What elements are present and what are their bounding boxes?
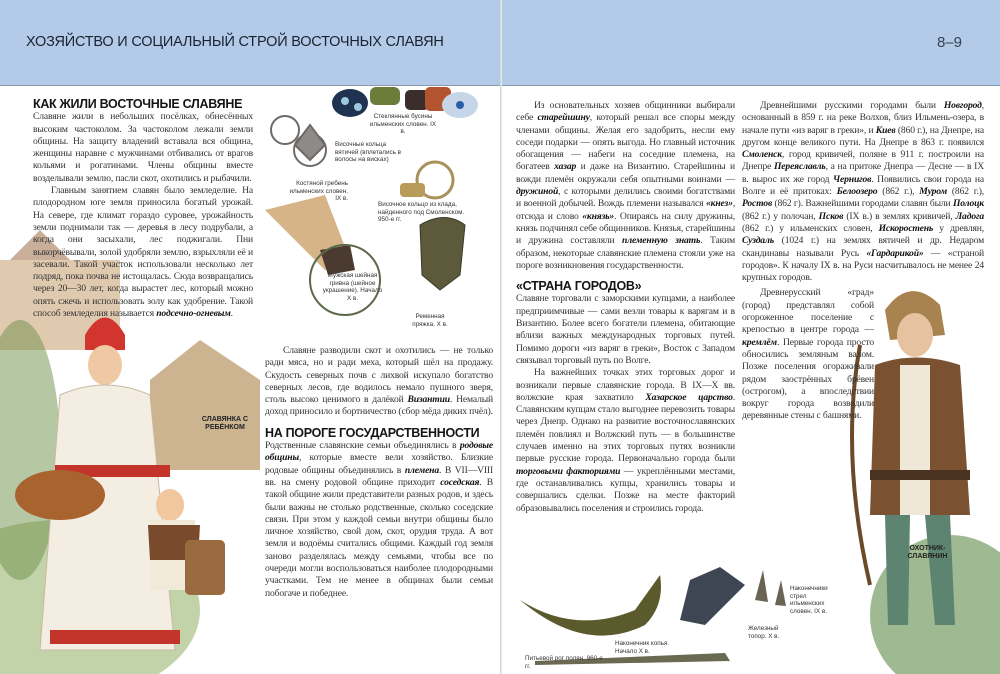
text-run: Славяне разводили скот и охотились — не только ради мяса, но и ради меха, который шёл на продажу. Скудость северных почв с лихвой искупало богатство северных лесов, где водилось немало пушного зверя, столь высоко ценимого в далёкой [265, 345, 493, 406]
text-run: . [230, 308, 233, 320]
key-term: родовые общины [265, 440, 493, 464]
hunter-caption: ОХОТНИК-СЛАВЯНИН [907, 545, 948, 560]
key-term: торговыми факториями [516, 465, 621, 477]
paragraph [742, 100, 984, 284]
right-column-1 [516, 100, 735, 515]
text-run: и даже на Византию. Старейшины и вожди племён окружали себя опытными воинами — [516, 161, 735, 185]
key-term: дружиной [516, 186, 559, 198]
text-run: . Таким образом, некоторые славянские племена стояли уже на пороге возникновения государственности. [516, 235, 735, 271]
left-column-2 [265, 345, 493, 600]
text-run: . В такой общине жили представители разных родов, и здесь были важны не столько родственные, сколько соседские связи. При этом у каждой семьи внутри общины было личное хозяйство, свой дом, скот, орудия труда. А вот земля и водоёмы считались общими. Каждый год земля заново разделялась между семьями, чтобы все по очереди могли воспользоваться наиболее плодородными участками. Тем не менее в общинах были семьи побогаче и победнее. [265, 476, 494, 599]
bread-loaf [15, 470, 105, 520]
key-term: «кнез» [705, 198, 733, 210]
temple-rings [271, 116, 326, 166]
paragraph [33, 185, 253, 320]
text-run: . Славянским купцам стало выгоднее перевозить товары через Днепр. Однако на развитие восточнославянских племён повлиял и Волжский путь — в большинстве случаев именно на этих торговых путях возникли первые русские города. Первоначально города были [516, 391, 735, 465]
key-term: Суздаль [742, 235, 774, 247]
belt-buckle [420, 218, 465, 291]
paragraph [33, 111, 253, 185]
key-term: Ладога [955, 210, 984, 222]
key-term: Псков [818, 210, 844, 222]
paragraph [742, 287, 874, 422]
text-run: , с которыми делились своими богатствами и военной добычей. Вождь племени назывался [516, 186, 735, 210]
text-run: Славяне торговали с заморскими купцами, а наиболее предприимчивые — сами везли товары к варягам и в Византию. Более всего богатели племена, обитающие вблизи важных международных торговых путей. Помимо дороги «из варяг в греки», Восток с Западом связывал торговый путь по Волге. [516, 293, 735, 366]
woman-caption: СЛАВЯНКА С РЕБЁНКОМ [201, 416, 249, 431]
key-term: «князь» [582, 210, 615, 222]
text-run: , город кривичей, поляне в 911 г. построили на Днепре [742, 149, 984, 173]
text-run: , который решал все споры между членами общины. Желая его задобрить, несли ему соседи подарки — опять выгода. Но главный источник обогащения — набеги на соседние племена, на богатеев [516, 112, 736, 173]
beads-caption: Стеклянные бусины ильменских словен. IX в. [369, 113, 437, 135]
temple-ring-gold [400, 162, 453, 198]
left-column-1 [33, 98, 253, 320]
key-term: кремлём [742, 336, 777, 348]
text-run: (IX в.) в землях кривичей, [843, 210, 956, 222]
iron-axe [680, 567, 745, 625]
axe-caption: Железный топор. X в. [748, 625, 780, 640]
paragraph [265, 440, 493, 600]
key-term: старейшину [537, 112, 590, 124]
key-term: Переяславль [774, 161, 826, 173]
heading-statehood: НА ПОРОГЕ ГОСУДАРСТВЕННОСТИ [265, 425, 480, 440]
hut [150, 340, 260, 470]
text-run: у древлян, [933, 222, 984, 234]
text-run: (860 г.), на Днепре, на другом конце великого пути. На Днепре в 863 г. появился [742, 124, 984, 148]
paragraph [516, 367, 735, 515]
key-term: Киев [875, 124, 896, 136]
text-run: (862 г.), [947, 186, 984, 198]
right-column-2 [742, 100, 984, 423]
text-run: (862 г.) у ильменских словен, [742, 222, 879, 234]
key-term: Белоозеро [836, 186, 878, 198]
text-run: Древнерусский «град» (город) представлял собой огороженное поселение с крепостью в центре города — [742, 287, 874, 336]
text-run: — укреплёнными местами, где останавливались купцы, хранились товары и совершались сделки. Позже на месте факторий образовывались поселения и строились города. [516, 465, 735, 514]
text-run: (862 г.), [877, 186, 920, 198]
arrows-caption: Наконечники стрел ильменских словен. IX в. [790, 585, 828, 615]
text-run: (862 г.) у полочан, [742, 210, 819, 222]
spear-caption: Наконечник копья. Начало X в. [615, 640, 670, 655]
key-term: соседская [440, 476, 480, 488]
text-run: Славяне жили в небольших посёлках, обнесённых высоким частоколом. За частоколом лежали земли общины. На защиту владений вставала вся община, женщины наравне с мужчинами отбивались от врагов кольями и рогатинами. Члены общины вместе возделывали землю, пасли скот, охотились и рыбачили. [33, 111, 253, 184]
key-term: подсечно-огневым [156, 308, 231, 320]
key-term: хазар [554, 161, 577, 173]
text-run: Древнейшими русскими городами были [760, 100, 944, 111]
key-term: Чернигов [832, 173, 872, 185]
arrowheads [755, 570, 786, 606]
key-term: Ростов [742, 198, 773, 210]
rings-caption: Височные кольца вятичей (вплетались в волосы на висках) [335, 141, 401, 163]
key-term: племена [404, 464, 440, 476]
text-run: , отсюда и слово [516, 198, 735, 222]
key-term: Византии [407, 394, 450, 406]
page-numbers: 8–9 [936, 34, 962, 51]
heading-country-of-towns: «СТРАНА ГОРОДОВ» [516, 279, 642, 294]
text-run: . Опираясь на силу дружины, князь подчинял себе общинников. Князья, старейшины и дружина составляли [516, 210, 735, 247]
text-run: На важнейших точках этих торговых дорог и возникали первые славянские города. В IX—X вв. волжские края захватило [516, 367, 735, 403]
text-run: . Первые города просто обносились земляным валом. Позже поселения огораживали рядом заострённых брёвен (острогом), а впоследствии вокруг города возводили деревянные стены с башнями. [742, 336, 874, 422]
key-term: Смоленск [742, 149, 782, 161]
key-term: племенную знать [622, 235, 701, 247]
key-term: Искоростень [878, 222, 934, 234]
text-run: Из основательных хозяев общинники выбирали себе [516, 100, 735, 124]
paragraph [516, 293, 735, 367]
key-term: Полоцк [952, 198, 984, 210]
paragraph [516, 100, 735, 272]
key-term: Хазарское царство [645, 391, 733, 403]
key-term: Муром [919, 186, 948, 198]
text-run: , а на притоке Днепра — Десне — в IX в. вырос их же город [742, 161, 984, 185]
buckle-caption: Ременная пряжка. X в. [412, 313, 448, 328]
text-run: . Появились свои города на Волге и её притоках: [742, 173, 984, 198]
text-run: , которые вместе вели хозяйство. Близкие родовые общины объединялись в [265, 452, 493, 476]
bucket [185, 540, 225, 595]
book-spine [500, 0, 502, 674]
comb [265, 195, 355, 275]
comb-caption: Костяной гребень ильменских словен. IX в. [289, 180, 348, 202]
heading-how-lived: КАК ЖИЛИ ВОСТОЧНЫЕ СЛАВЯНЕ [33, 97, 243, 111]
text-run: — «страной городов». К началу IX в. на Руси насчитывалось не менее 24 крупных городов. [742, 247, 984, 284]
text-run: . В VII—VIII вв. на смену родовой общине приходит [265, 464, 494, 488]
paragraph [265, 345, 493, 419]
ring2-caption: Височное кольцо из клада, найденного под Смоленском. 950-е гг. [378, 201, 465, 223]
text-run: , основанный в 859 г. на реке Волхов, близ Ильмень-озера, в начале пути «из варяг в греки», и [742, 100, 984, 136]
key-term: «Гардарикой» [866, 247, 924, 259]
text-run: (1024 г.) на землях вятичей и др. Недаром скандинавы называли Русь [742, 235, 984, 259]
text-run: (862 г). Важнейшими городами славян были [772, 198, 953, 210]
text-run: . Немалый доход приносило и бортничество (сбор мёда диких пчёл). [265, 394, 493, 418]
chapter-title: ХОЗЯЙСТВО И СОЦИАЛЬНЫЙ СТРОЙ ВОСТОЧНЫХ СЛАВЯН [26, 34, 444, 50]
text-run: Главным занятием славян было земледелие. На плодородном юге земля приносила богатый урожай. На севере, где климат гораздо суровее, урожайность земли поднимали так — деревья в лесу подрубали, а когда они засыхали, лес поджигали. Пни выкорчёвывали, золой удобряли землю, взрыхляли её и засевали. Такой участок использовали несколько лет подряд, пока почва не истощалась. Сюда возвращались через 20—30 лет, когда вырастет лес, который можно опять сжечь и использовать золу как удобрение. Такой способ земледелия называется [33, 185, 253, 320]
drinking-horn [520, 575, 661, 636]
torc-caption: Мужская шейная гривна (шейное украшение). Начало X в. [322, 272, 383, 302]
text-run: Родственные славянские семьи объединялись в [265, 440, 460, 452]
key-term: Новгород [943, 100, 982, 111]
horn-caption: Питьевой рог полян. 960-е гг. [525, 655, 603, 670]
